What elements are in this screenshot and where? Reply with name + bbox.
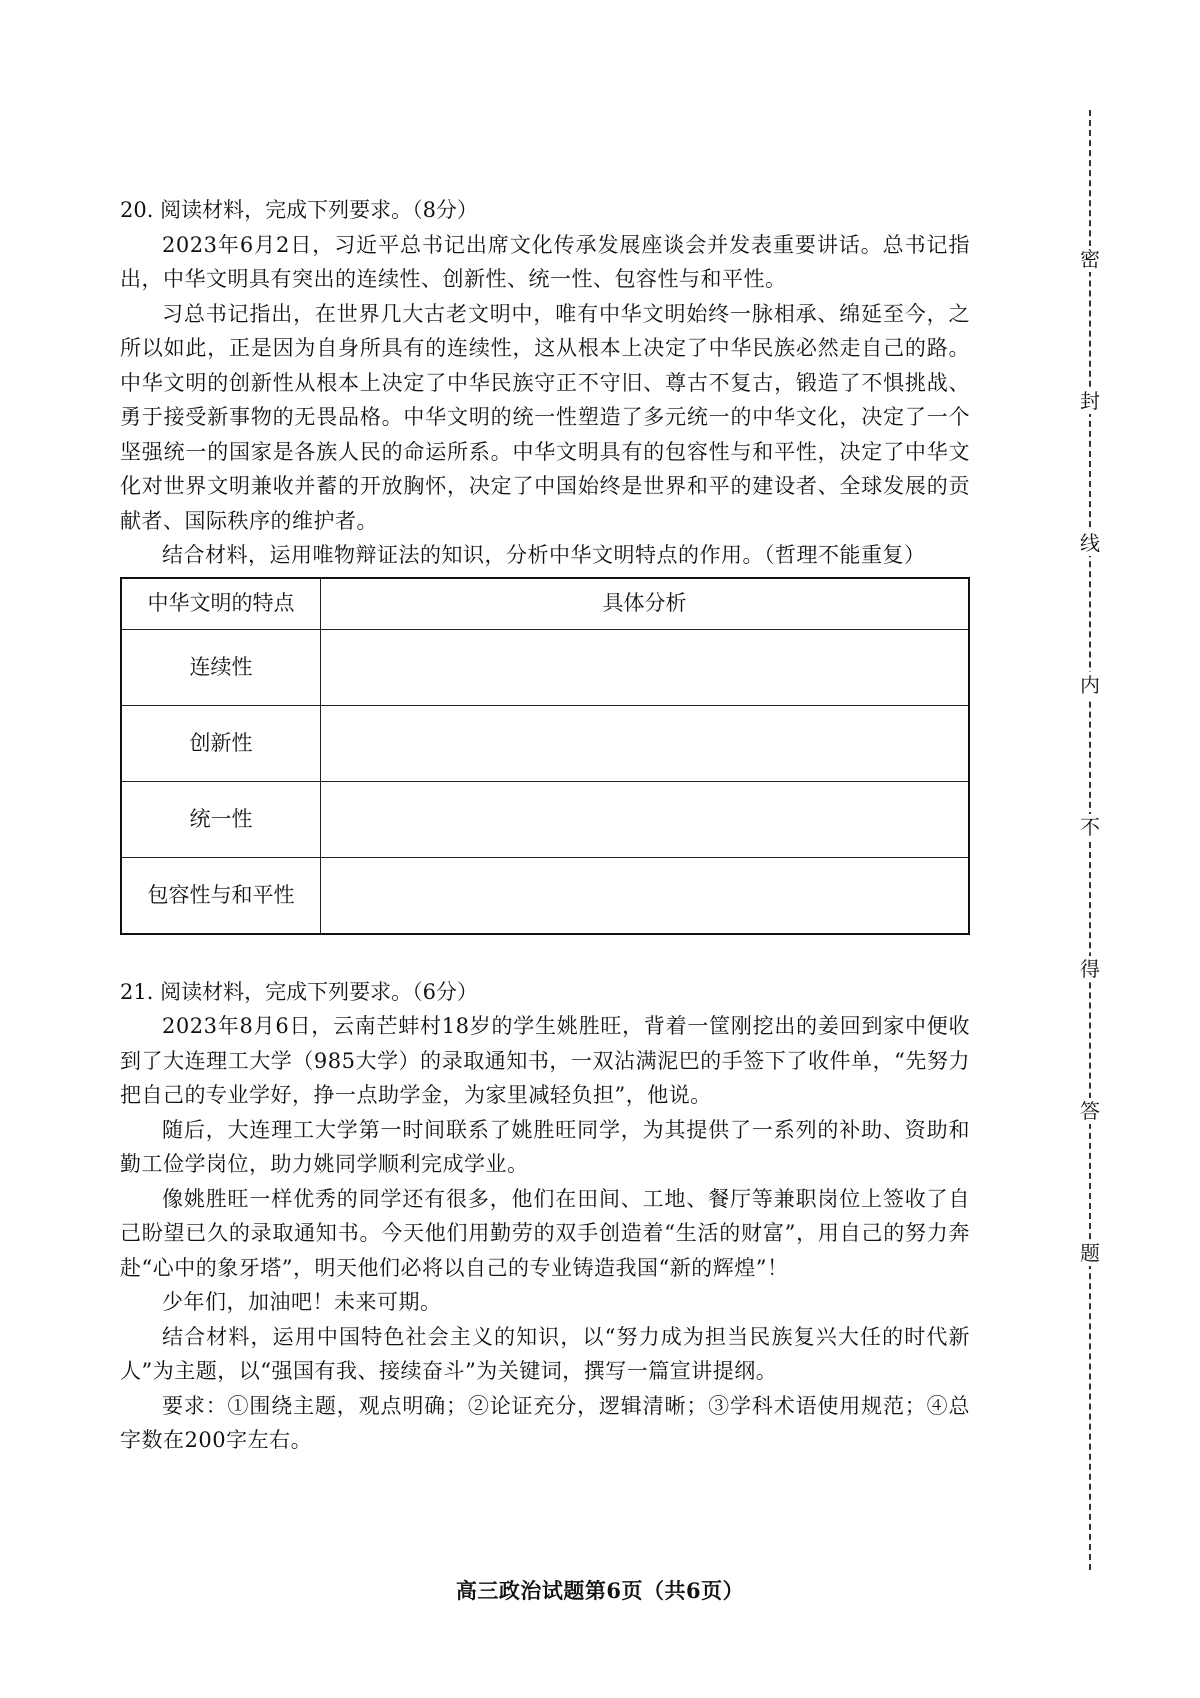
- table-row: [121, 781, 969, 857]
- q21-paragraph-2: 随后，大连理工大学第一时间联系了姚胜旺同学，为其提供了一系列的补助、资助和勤工俭学岗位，助力姚同学顺利完成学业。: [120, 1117, 970, 1176]
- table-row: [121, 857, 969, 934]
- q21-paragraph-3: 像姚胜旺一样优秀的同学还有很多，他们在田间、工地、餐厅等兼职岗位上签收了自己盼望已久的录取通知书。今天他们用勤劳的双手创造着“生活的财富”，用自己的努力奔赴“心中的象牙塔”，明天他们必将以自己的专业铸造我国“新的辉煌”！: [120, 1186, 970, 1280]
- seal-char: 内: [1080, 673, 1100, 697]
- seal-char: 封: [1080, 389, 1100, 413]
- analysis-cell[interactable]: [321, 781, 970, 857]
- answer-table: [120, 577, 970, 935]
- question-21: [120, 975, 970, 1458]
- table-row: [121, 705, 969, 781]
- q20-prompt: 结合材料，运用唯物辩证法的知识，分析中华文明特点的作用。（哲理不能重复）: [162, 543, 926, 567]
- feature-cell: 统一性: [121, 781, 321, 857]
- header-feature: 中华文明的特点: [121, 578, 321, 630]
- dashed-seal-line: [1089, 110, 1091, 1570]
- table-row: [121, 629, 969, 705]
- exam-content: [120, 193, 970, 1458]
- seal-char: 线: [1080, 531, 1100, 555]
- q20-paragraph-1: 2023年6月2日，习近平总书记出席文化传承发展座谈会并发表重要讲话。总书记指出，中华文明具有突出的连续性、创新性、统一性、包容性与和平性。: [120, 232, 970, 291]
- seal-char: 得: [1080, 957, 1100, 981]
- seal-line-margin: [1082, 110, 1098, 1570]
- answer-table-header-row: [121, 578, 969, 630]
- question-20-heading: 20. 阅读材料，完成下列要求。（8分）: [120, 198, 478, 222]
- analysis-cell[interactable]: [321, 857, 970, 934]
- q20-paragraph-2: 习总书记指出，在世界几大古老文明中，唯有中华文明始终一脉相承、绵延至今，之所以如此，正是因为自身所具有的连续性，这从根本上决定了中华民族必然走自己的路。中华文明的创新性从根本上决定了中华民族守正不守旧、尊古不复古，锻造了不惧挑战、勇于接受新事物的无畏品格。中华文明的统一性塑造了多元统一的中华文化，决定了一个坚强统一的国家是各族人民的命运所系。中华文明具有的包容性与和平性，决定了中华文化对世界文明兼收并蓄的开放胸怀，决定了中国始终是世界和平的建设者、全球发展的贡献者、国际秩序的维护者。: [120, 301, 970, 533]
- answer-table-wrapper: [120, 577, 970, 935]
- q21-prompt: 结合材料，运用中国特色社会主义的知识，以“努力成为担当民族复兴大任的时代新人”为主题，以“强国有我、接续奋斗”为关键词，撰写一篇宣讲提纲。: [120, 1324, 970, 1383]
- feature-cell: 包容性与和平性: [121, 857, 321, 934]
- feature-cell: 创新性: [121, 705, 321, 781]
- seal-char: 不: [1080, 815, 1100, 839]
- q21-paragraph-1: 2023年8月6日，云南芒蚌村18岁的学生姚胜旺，背着一筐刚挖出的姜回到家中便收到了大连理工大学（985大学）的录取通知书，一双沾满泥巴的手签下了收件单，“先努力把自己的专业学好，挣一点助学金，为家里减轻负担”，他说。: [120, 1014, 970, 1107]
- header-analysis: 具体分析: [321, 578, 970, 630]
- question-21-heading: 21. 阅读材料，完成下列要求。（6分）: [120, 979, 478, 1004]
- feature-cell: 连续性: [121, 629, 321, 705]
- seal-char: 题: [1080, 1241, 1100, 1265]
- analysis-cell[interactable]: [321, 705, 970, 781]
- question-20: [120, 193, 970, 935]
- seal-char: 答: [1080, 1099, 1100, 1123]
- q21-requirements: 要求：①围绕主题，观点明确；②论证充分，逻辑清晰；③学科术语使用规范；④总字数在200字左右。: [120, 1393, 970, 1452]
- analysis-cell[interactable]: [321, 629, 970, 705]
- page-footer: 高三政治试题第6页（共6页）: [455, 1578, 745, 1603]
- seal-char: 密: [1080, 247, 1100, 271]
- q21-paragraph-4: 少年们，加油吧！未来可期。: [162, 1290, 442, 1314]
